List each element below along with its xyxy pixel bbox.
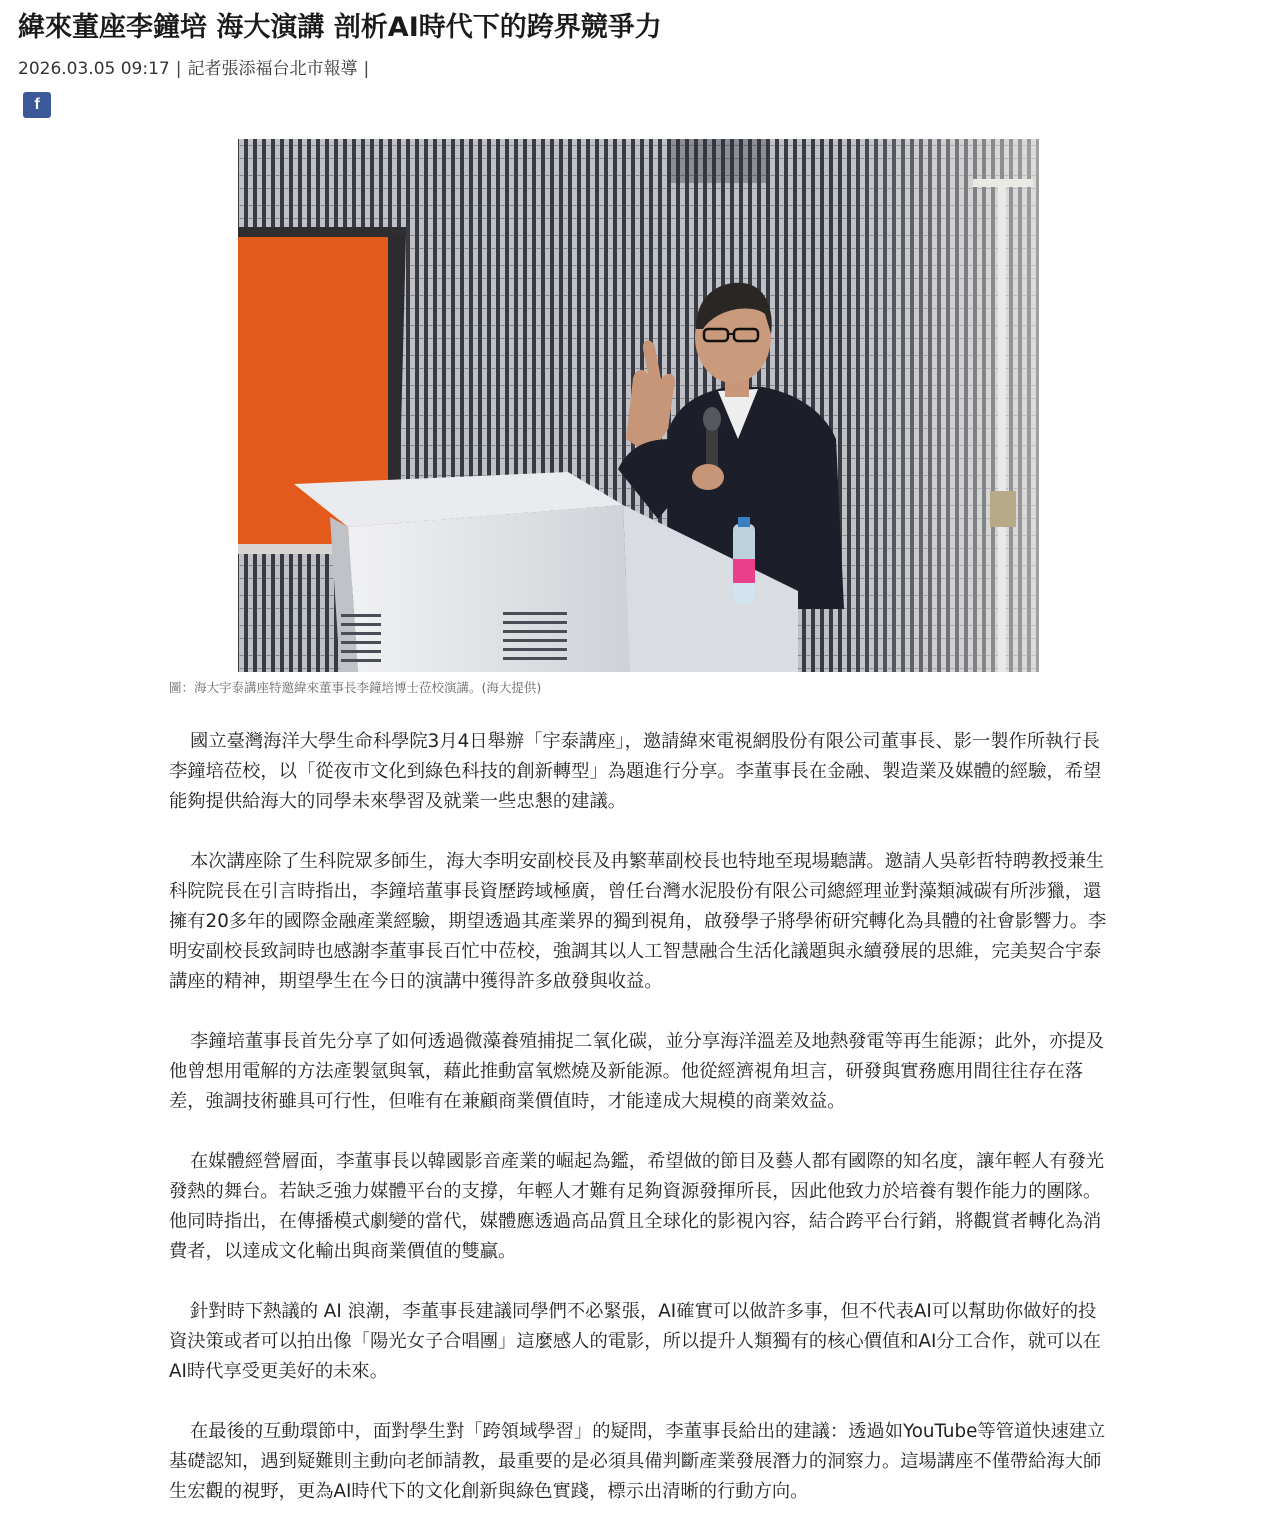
facebook-share-button[interactable]: [23, 92, 51, 118]
meta-separator: |: [175, 59, 182, 79]
facebook-icon: f: [34, 96, 40, 113]
article-photo: [238, 139, 1039, 672]
byline: 記者張添福台北市報導: [187, 59, 358, 79]
article-paragraph: 李鐘培董事長首先分享了如何透過微藻養殖捕捉二氧化碳，並分享海洋溫差及地熱發電等再生能源；此外，亦提及他曾想用電解的方法產製氫與氧，藉此推動富氧燃燒及新能源。他從經濟視角坦言，研發與實務應用間往往存在落差，強調技術雖具可行性，但唯有在兼顧商業價值時，才能達成大規模的商業效益。: [169, 1031, 1105, 1112]
photo-caption: 圖：海大宇泰講座特邀緯來董事長李鐘培博士莅校演講。(海大提供): [169, 680, 542, 695]
article-paragraph: 在最後的互動環節中，面對學生對「跨領域學習」的疑問，李董事長給出的建議：透過如YouTube等管道快速建立基礎認知，遇到疑難則主動向老師請教，最重要的是必須具備判斷產業發展潛力的洞察力。這場講座不僅帶給海大師生宏觀的視野，更為AI時代下的文化創新與綠色實踐，標示出清晰的行動方向。: [169, 1421, 1106, 1502]
meta-separator-trailing: |: [363, 59, 370, 79]
article-body: [169, 727, 1111, 1537]
article-paragraph: 國立臺灣海洋大學生命科學院3月4日舉辦「宇泰講座」，邀請緯來電視網股份有限公司董事長、影一製作所執行長李鐘培莅校，以「從夜市文化到綠色科技的創新轉型」為題進行分享。李董事長在金融、製造業及媒體的經驗，希望能夠提供給海大的同學未來學習及就業一些忠懇的建議。: [169, 731, 1102, 812]
article-paragraph: 針對時下熱議的 AI 浪潮，李董事長建議同學們不必緊張，AI確實可以做許多事，但不代表AI可以幫助你做好的投資決策或者可以拍出像「陽光女子合唱團」這麼感人的電影，所以提升人類獨有的核心價值和AI分工合作，就可以在AI時代享受更美好的未來。: [169, 1301, 1101, 1382]
article-meta: [18, 57, 375, 81]
article-title: 緯來董座李鐘培 海大演講 剖析AI時代下的跨界競爭力: [18, 12, 662, 43]
article-paragraph: 本次講座除了生科院眾多師生，海大李明安副校長及冉繁華副校長也特地至現場聽講。邀請人吳彰哲特聘教授兼生科院院長在引言時指出，李鐘培董事長資歷跨域極廣，曾任台灣水泥股份有限公司總經理並對藻類減碳有所涉獵，還擁有20多年的國際金融產業經驗，期望透過其產業界的獨到視角，啟發學子將學術研究轉化為具體的社會影響力。李明安副校長致詞時也感謝李董事長百忙中莅校，強調其以人工智慧融合生活化議題與永續發展的思維，完美契合宇泰講座的精神，期望學生在今日的演講中獲得許多啟發與收益。: [169, 851, 1107, 992]
publish-datetime: 2026.03.05 09:17: [18, 59, 170, 79]
article-paragraph: 在媒體經營層面，李董事長以韓國影音產業的崛起為鑑，希望做的節目及藝人都有國際的知名度，讓年輕人有發光發熱的舞台。若缺乏強力媒體平台的支撐，年輕人才難有足夠資源發揮所長，因此他致力於培養有製作能力的團隊。他同時指出，在傳播模式劇變的當代，媒體應透過高品質且全球化的影視內容，結合跨平台行銷，將觀賞者轉化為消費者，以達成文化輸出與商業價值的雙贏。: [169, 1151, 1105, 1262]
